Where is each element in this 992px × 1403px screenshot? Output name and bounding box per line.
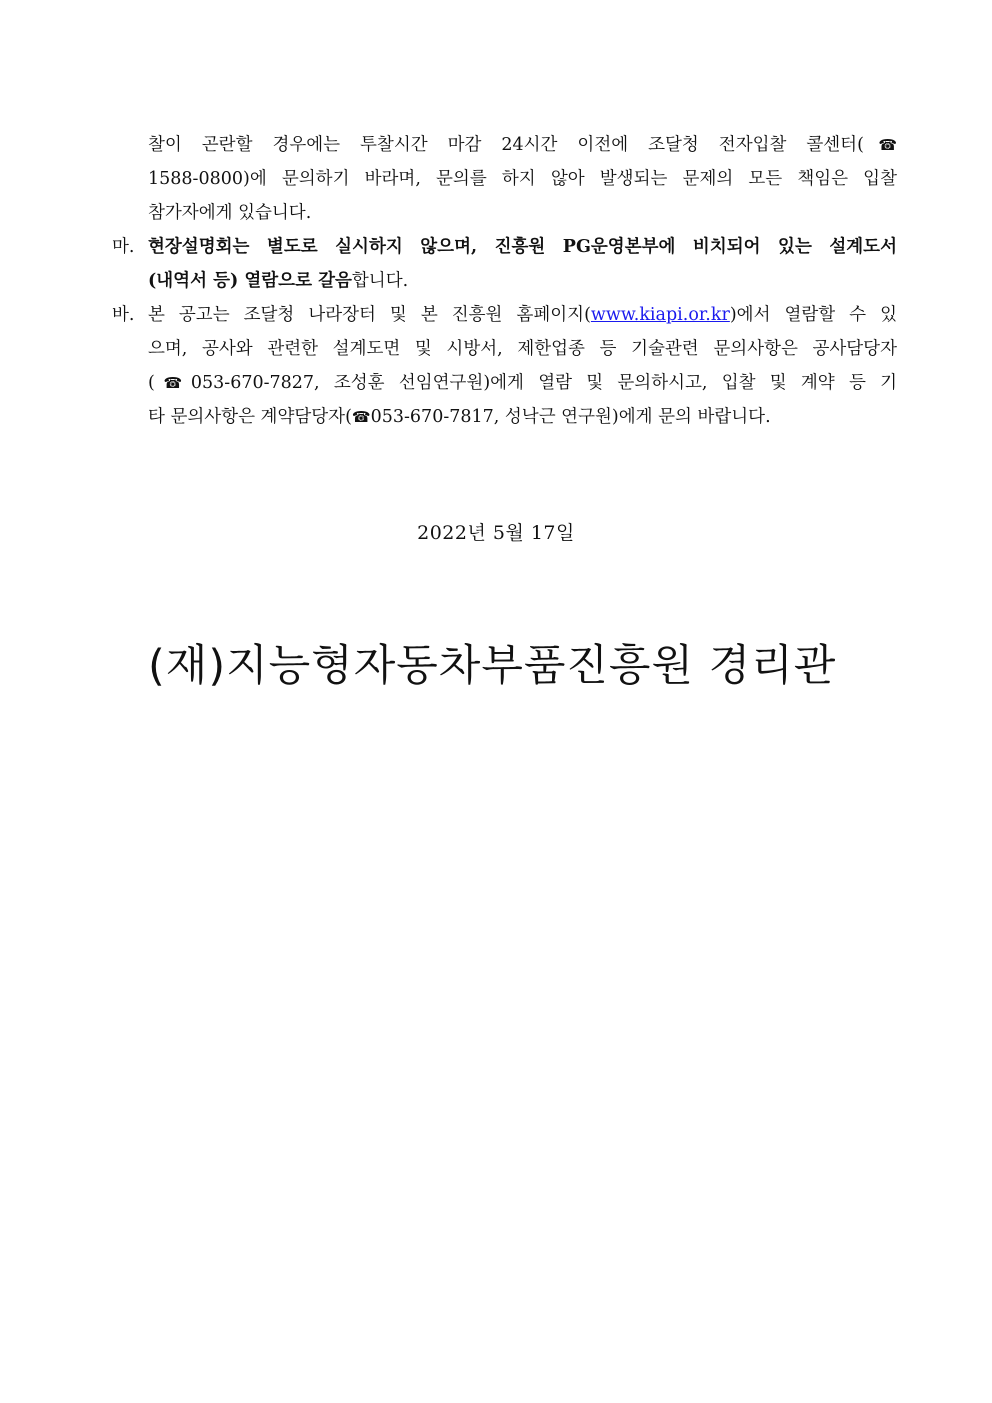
item-ma-line-1: 현장설명회는 별도로 실시하지 않으며, 진흥원 PG운영본부에 비치되어 있는 설계도서 [148,237,897,257]
issuer-signature: (재)지능형자동차부품진흥원 경리관 [148,641,837,691]
item-ma [112,230,897,264]
item-ma-tail-text: 합니다. [351,271,409,291]
notice-date: 2022년 5월 17일 [417,522,575,544]
item-ba-line-1 [148,298,897,332]
notice-body [112,128,897,434]
homepage-link[interactable]: www.kiapi.or.kr [590,305,730,325]
continued-item-line-3: 참가자에게 있습니다. [148,203,312,223]
continued-item-line-2: 1588-0800)에 문의하기 바라며, 문의를 하지 않아 발생되는 문제의 모든 책임은 입찰 [148,169,897,189]
item-ma-line-2 [112,264,897,298]
telephone-icon: ☎ [154,374,191,392]
item-ba-text-3-open: ( [148,373,155,393]
item-ba-line-2: 으며, 공사와 관련한 설계도면 및 시방서, 제한업종 등 기술관련 문의사항은 공사담당자 [148,339,897,359]
item-ba-text-1a: 본 공고는 조달청 나라장터 및 본 진흥원 홈페이지( [148,305,591,325]
continued-item-line-1 [112,128,897,162]
item-ba-marker: 바. [112,305,135,325]
item-ba [112,298,897,332]
item-ba-text-4b: 053-670-7817, 성낙근 연구원)에게 문의 바랍니다. [370,407,771,427]
continued-item-text-1: 찰이 곤란할 경우에는 투찰시간 마감 24시간 이전에 조달청 전자입찰 콜센터( [148,135,864,155]
item-ba-text-1b: )에서 열람할 수 있 [729,305,897,325]
telephone-icon: ☎ [351,408,371,426]
item-ba-text-4a: 타 문의사항은 계약담당자( [148,407,352,427]
item-ma-bold-text: (내역서 등) 열람으로 갈음 [148,271,352,291]
item-ba-line-4 [112,400,897,434]
telephone-icon: ☎ [863,136,898,154]
item-ma-marker: 마. [112,237,135,257]
item-ba-text-3: 053-670-7827, 조성훈 선임연구원)에게 열람 및 문의하시고, 입찰 및 계약 등 기 [190,373,898,393]
item-ba-line-3 [112,366,897,400]
